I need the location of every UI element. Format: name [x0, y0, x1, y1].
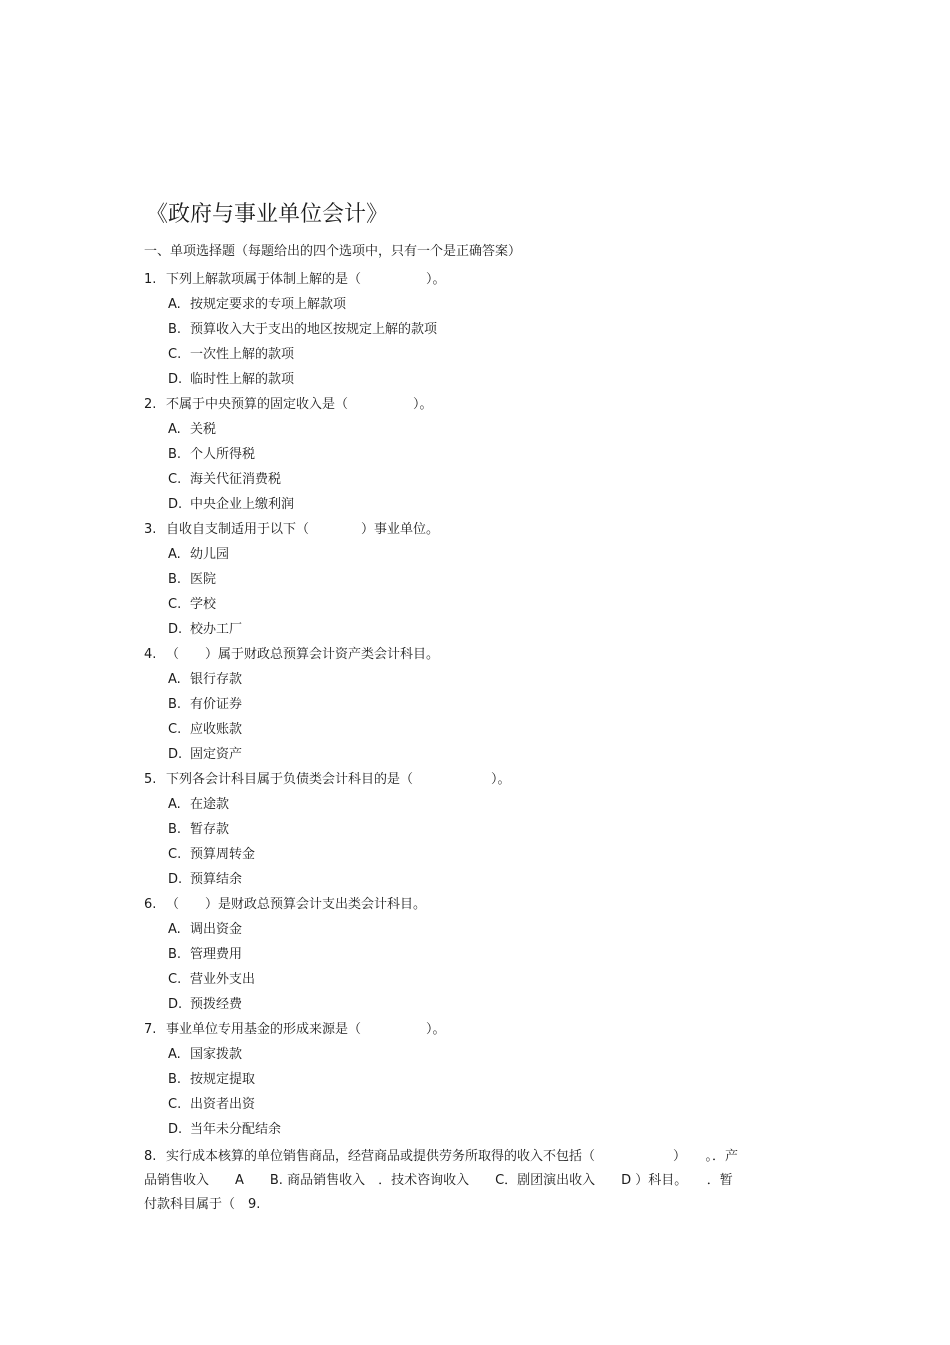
question-stem	[144, 395, 814, 420]
question-number: 3.	[144, 522, 157, 537]
question-8-line-2: 品销售收入 A B. 商品销售收入 ．技术咨询收入 C．剧团演出收入 D ）科目。 ．暂	[144, 1173, 733, 1188]
option-text: 海关代征消费税	[190, 472, 282, 487]
option-letter: D.	[168, 997, 183, 1012]
option-letter: A.	[168, 797, 181, 812]
question-number: 7.	[144, 1022, 157, 1037]
option-c	[168, 470, 814, 495]
option-text: 幼儿园	[190, 547, 230, 562]
option-letter: A.	[168, 922, 181, 937]
question-text: 自收自支制适用于以下（ ）事业单位。	[166, 522, 440, 537]
option-letter: C.	[168, 472, 182, 487]
option-text: 银行存款	[190, 672, 243, 687]
option-list	[144, 1045, 814, 1145]
option-text: 按规定要求的专项上解款项	[190, 297, 347, 312]
option-letter: B.	[168, 1072, 182, 1087]
question-stem	[144, 520, 814, 545]
question-7	[144, 1020, 814, 1145]
option-b	[168, 695, 814, 720]
option-list	[144, 795, 814, 895]
option-text: 国家拨款	[190, 1047, 243, 1062]
option-text: 一次性上解的款项	[190, 347, 295, 362]
option-letter: B.	[168, 697, 182, 712]
option-a	[168, 670, 814, 695]
option-text: 出资者出资	[190, 1097, 256, 1112]
option-letter: A.	[168, 1047, 181, 1062]
option-a	[168, 545, 814, 570]
section-heading: 一、单项选择题（每题给出的四个选项中，只有一个是正确答案）	[144, 244, 522, 259]
option-text: 营业外支出	[190, 972, 256, 987]
option-letter: C.	[168, 972, 182, 987]
option-d	[168, 495, 814, 520]
question-number: 4.	[144, 647, 157, 662]
option-letter: A.	[168, 422, 181, 437]
option-text: 预算周转金	[190, 847, 256, 862]
question-number: 5.	[144, 772, 157, 787]
option-letter: C.	[168, 597, 182, 612]
option-a	[168, 920, 814, 945]
option-text: 管理费用	[190, 947, 243, 962]
option-letter: B.	[168, 322, 182, 337]
option-letter: C.	[168, 847, 182, 862]
option-d	[168, 1120, 814, 1145]
option-text: 在途款	[190, 797, 230, 812]
question-8-line-3: 付款科目属于（ 9.	[144, 1197, 261, 1212]
question-text: 实行成本核算的单位销售商品，经营商品或提供劳务所取得的收入不包括（ ） 。．产	[166, 1149, 739, 1164]
option-text: 固定资产	[190, 747, 243, 762]
option-text: 校办工厂	[190, 622, 243, 637]
option-text: 个人所得税	[190, 447, 256, 462]
option-letter: C.	[168, 1097, 182, 1112]
question-number: 6.	[144, 897, 157, 912]
question-text: 事业单位专用基金的形成来源是（ ）。	[166, 1022, 446, 1037]
option-letter: C.	[168, 722, 182, 737]
question-stem	[144, 645, 814, 670]
option-c	[168, 970, 814, 995]
option-text: 有价证券	[190, 697, 243, 712]
option-letter: B.	[168, 447, 182, 462]
option-list	[144, 545, 814, 645]
option-text: 预拨经费	[190, 997, 243, 1012]
question-text: 下列上解款项属于体制上解的是（ ）。	[166, 272, 446, 287]
option-d	[168, 370, 814, 395]
option-text: 预算收入大于支出的地区按规定上解的款项	[190, 322, 438, 337]
question-text: （ ）属于财政总预算会计资产类会计科目。	[166, 647, 440, 662]
option-b	[168, 445, 814, 470]
option-letter: D.	[168, 622, 183, 637]
option-d	[168, 995, 814, 1020]
option-text: 调出资金	[190, 922, 243, 937]
question-8	[144, 1145, 812, 1217]
option-letter: B.	[168, 947, 182, 962]
option-text: 中央企业上缴利润	[190, 497, 295, 512]
option-d	[168, 745, 814, 770]
option-a	[168, 295, 814, 320]
option-a	[168, 420, 814, 445]
question-1	[144, 270, 814, 395]
question-text: 不属于中央预算的固定收入是（ ）。	[166, 397, 433, 412]
option-letter: A.	[168, 297, 181, 312]
option-letter: B.	[168, 572, 182, 587]
question-stem	[144, 895, 814, 920]
document-title: 《政府与事业单位会计》	[146, 202, 389, 227]
question-number: 2.	[144, 397, 157, 412]
option-a	[168, 795, 814, 820]
option-b	[168, 570, 814, 595]
option-list	[144, 670, 814, 770]
option-c	[168, 345, 814, 370]
option-list	[144, 295, 814, 395]
option-list	[144, 920, 814, 1020]
option-letter: C.	[168, 347, 182, 362]
option-letter: D.	[168, 372, 183, 387]
option-b	[168, 320, 814, 345]
option-text: 当年未分配结余	[190, 1122, 282, 1137]
option-b	[168, 945, 814, 970]
option-text: 暂存款	[190, 822, 230, 837]
question-2	[144, 395, 814, 520]
question-text: 下列各会计科目属于负债类会计科目的是（ ）。	[166, 772, 511, 787]
option-text: 关税	[190, 422, 217, 437]
option-a	[168, 1045, 814, 1070]
option-d	[168, 870, 814, 895]
option-letter: B.	[168, 822, 182, 837]
option-text: 临时性上解的款项	[190, 372, 295, 387]
question-list	[144, 270, 814, 1217]
option-text: 医院	[190, 572, 217, 587]
option-text: 按规定提取	[190, 1072, 256, 1087]
option-text: 应收账款	[190, 722, 243, 737]
question-text: （ ）是财政总预算会计支出类会计科目。	[166, 897, 427, 912]
option-b	[168, 820, 814, 845]
option-letter: D.	[168, 497, 183, 512]
option-c	[168, 845, 814, 870]
option-letter: D.	[168, 872, 183, 887]
question-number: 1.	[144, 272, 157, 287]
option-d	[168, 620, 814, 645]
option-text: 学校	[190, 597, 217, 612]
option-c	[168, 720, 814, 745]
option-c	[168, 595, 814, 620]
question-4	[144, 645, 814, 770]
option-c	[168, 1095, 814, 1120]
option-letter: A.	[168, 547, 181, 562]
option-text: 预算结余	[190, 872, 243, 887]
question-number: 8.	[144, 1149, 157, 1164]
option-letter: D.	[168, 1122, 183, 1137]
question-3	[144, 520, 814, 645]
question-8-line-1	[144, 1145, 812, 1169]
question-stem	[144, 770, 814, 795]
option-list	[144, 420, 814, 520]
question-stem	[144, 1020, 814, 1045]
option-letter: A.	[168, 672, 181, 687]
question-5	[144, 770, 814, 895]
question-6	[144, 895, 814, 1020]
question-stem	[144, 270, 814, 295]
option-b	[168, 1070, 814, 1095]
option-letter: D.	[168, 747, 183, 762]
